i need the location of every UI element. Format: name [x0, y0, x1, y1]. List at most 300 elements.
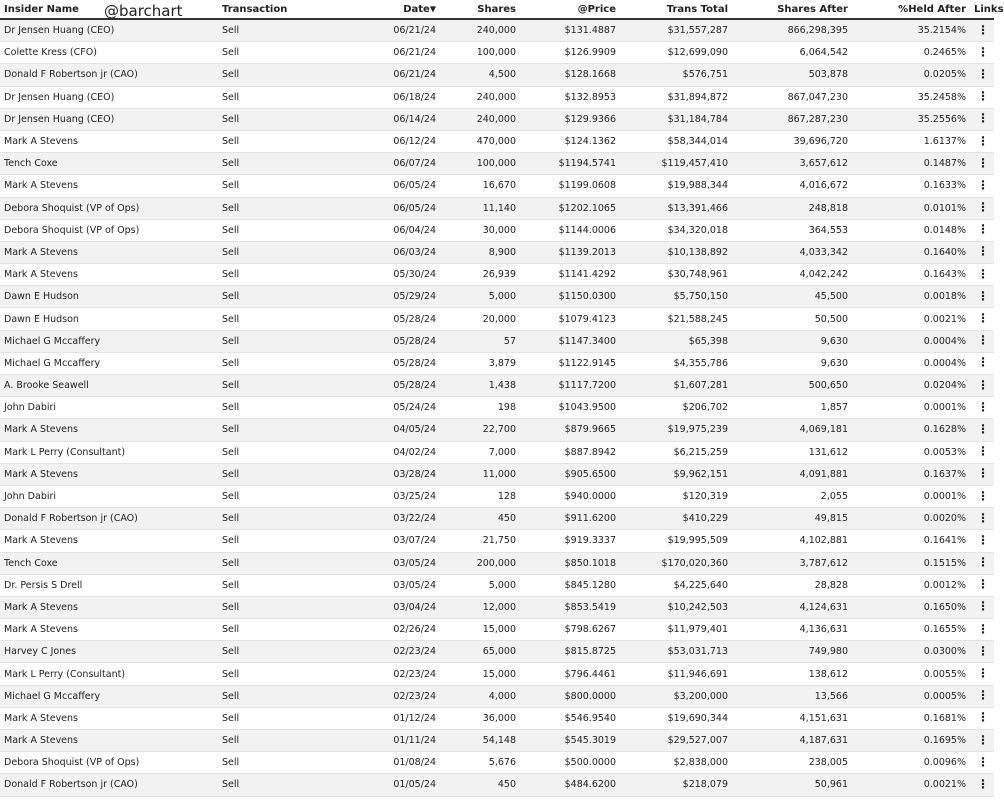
- cell-insider-name: Michael G Mccaffery: [0, 685, 218, 707]
- cell-trans-total: $53,031,713: [620, 641, 732, 663]
- barchart-watermark: @barchart: [104, 2, 183, 20]
- cell-shares-after: 867,047,230: [732, 86, 852, 108]
- cell-shares: 36,000: [440, 707, 520, 729]
- cell-insider-name: Mark A Stevens: [0, 619, 218, 641]
- cell-date: 03/07/24: [328, 530, 440, 552]
- table-row: [0, 663, 994, 685]
- cell-links: [970, 752, 994, 774]
- cell-held-after: 0.0021%: [852, 774, 970, 796]
- table-row: [0, 108, 994, 130]
- cell-price: $798.6267: [520, 619, 620, 641]
- col-header-held-after[interactable]: %Held After: [852, 0, 970, 19]
- cell-insider-name: Mark A Stevens: [0, 419, 218, 441]
- cell-transaction: Sell: [218, 397, 328, 419]
- cell-date: 02/23/24: [328, 641, 440, 663]
- cell-trans-total: $5,750,150: [620, 286, 732, 308]
- cell-date: 02/26/24: [328, 619, 440, 641]
- cell-price: $1147.3400: [520, 330, 620, 352]
- cell-price: $919.3337: [520, 530, 620, 552]
- cell-shares-after: 2,055: [732, 485, 852, 507]
- cell-date: 06/05/24: [328, 197, 440, 219]
- cell-links: [970, 463, 994, 485]
- cell-shares: 4,500: [440, 64, 520, 86]
- vertical-dots-menu-icon[interactable]: ⋮: [977, 266, 989, 281]
- cell-links: [970, 663, 994, 685]
- cell-transaction: Sell: [218, 108, 328, 130]
- cell-date: 05/28/24: [328, 308, 440, 330]
- cell-transaction: Sell: [218, 330, 328, 352]
- cell-date: 01/08/24: [328, 752, 440, 774]
- cell-shares-after: 1,857: [732, 397, 852, 419]
- cell-transaction: Sell: [218, 153, 328, 175]
- vertical-dots-menu-icon[interactable]: ⋮: [977, 532, 989, 547]
- cell-trans-total: $12,699,090: [620, 42, 732, 64]
- cell-insider-name: Mark A Stevens: [0, 241, 218, 263]
- cell-links: [970, 730, 994, 752]
- cell-trans-total: $170,020,360: [620, 552, 732, 574]
- cell-transaction: Sell: [218, 175, 328, 197]
- cell-insider-name: Dr Jensen Huang (CEO): [0, 86, 218, 108]
- cell-shares-after: 39,696,720: [732, 130, 852, 152]
- cell-date: 03/05/24: [328, 552, 440, 574]
- cell-transaction: Sell: [218, 641, 328, 663]
- cell-shares-after: 4,124,631: [732, 596, 852, 618]
- vertical-dots-menu-icon[interactable]: ⋮: [977, 133, 989, 148]
- cell-held-after: 0.0005%: [852, 685, 970, 707]
- cell-shares: 240,000: [440, 86, 520, 108]
- cell-price: $887.8942: [520, 441, 620, 463]
- vertical-dots-menu-icon[interactable]: ⋮: [977, 333, 989, 348]
- cell-date: 03/28/24: [328, 463, 440, 485]
- cell-insider-name: Mark A Stevens: [0, 530, 218, 552]
- cell-held-after: 0.0020%: [852, 508, 970, 530]
- cell-date: 05/30/24: [328, 264, 440, 286]
- cell-price: $124.1362: [520, 130, 620, 152]
- cell-shares: 5,000: [440, 286, 520, 308]
- cell-held-after: 0.1695%: [852, 730, 970, 752]
- table-row: [0, 241, 994, 263]
- cell-price: $905.6500: [520, 463, 620, 485]
- vertical-dots-menu-icon[interactable]: ⋮: [977, 111, 989, 126]
- col-header-insider-name[interactable]: Insider Name: [0, 0, 218, 19]
- cell-shares: 450: [440, 774, 520, 796]
- cell-trans-total: $19,995,509: [620, 530, 732, 552]
- cell-shares: 100,000: [440, 153, 520, 175]
- cell-trans-total: $410,229: [620, 508, 732, 530]
- cell-transaction: Sell: [218, 219, 328, 241]
- table-row: [0, 752, 994, 774]
- col-header-shares[interactable]: Shares: [440, 0, 520, 19]
- vertical-dots-menu-icon[interactable]: ⋮: [977, 643, 989, 658]
- cell-date: 06/21/24: [328, 64, 440, 86]
- cell-insider-name: Michael G Mccaffery: [0, 352, 218, 374]
- cell-price: $850.1018: [520, 552, 620, 574]
- cell-links: [970, 264, 994, 286]
- cell-trans-total: $19,988,344: [620, 175, 732, 197]
- cell-insider-name: Colette Kress (CFO): [0, 42, 218, 64]
- table-row: [0, 441, 994, 463]
- cell-links: [970, 707, 994, 729]
- vertical-dots-menu-icon[interactable]: ⋮: [977, 288, 989, 303]
- cell-links: [970, 19, 994, 42]
- vertical-dots-menu-icon[interactable]: ⋮: [977, 577, 989, 592]
- cell-date: 04/05/24: [328, 419, 440, 441]
- vertical-dots-menu-icon[interactable]: ⋮: [977, 44, 989, 59]
- cell-shares-after: 4,151,631: [732, 707, 852, 729]
- cell-held-after: 0.0001%: [852, 397, 970, 419]
- cell-transaction: Sell: [218, 574, 328, 596]
- table-row: [0, 197, 994, 219]
- cell-shares-after: 866,298,395: [732, 19, 852, 42]
- table-row: [0, 86, 994, 108]
- table-row: [0, 574, 994, 596]
- cell-shares: 450: [440, 508, 520, 530]
- cell-shares: 11,140: [440, 197, 520, 219]
- cell-insider-name: Donald F Robertson jr (CAO): [0, 508, 218, 530]
- cell-price: $1194.5741: [520, 153, 620, 175]
- vertical-dots-menu-icon[interactable]: ⋮: [977, 555, 989, 570]
- vertical-dots-menu-icon[interactable]: ⋮: [977, 688, 989, 703]
- cell-insider-name: Debora Shoquist (VP of Ops): [0, 752, 218, 774]
- vertical-dots-menu-icon[interactable]: ⋮: [977, 732, 989, 747]
- cell-shares-after: 9,630: [732, 330, 852, 352]
- cell-shares-after: 6,064,542: [732, 42, 852, 64]
- cell-price: $1202.1065: [520, 197, 620, 219]
- cell-insider-name: Mark L Perry (Consultant): [0, 441, 218, 463]
- cell-shares: 4,000: [440, 685, 520, 707]
- cell-transaction: Sell: [218, 485, 328, 507]
- cell-held-after: 0.1628%: [852, 419, 970, 441]
- cell-transaction: Sell: [218, 64, 328, 86]
- cell-links: [970, 419, 994, 441]
- cell-links: [970, 508, 994, 530]
- table-row: [0, 485, 994, 507]
- cell-trans-total: $31,184,784: [620, 108, 732, 130]
- cell-price: $1144.0006: [520, 219, 620, 241]
- cell-held-after: 0.1650%: [852, 596, 970, 618]
- cell-price: $1117.7200: [520, 375, 620, 397]
- cell-shares: 15,000: [440, 663, 520, 685]
- table-row: [0, 641, 994, 663]
- sort-desc-icon: ▼: [429, 4, 436, 13]
- vertical-dots-menu-icon[interactable]: ⋮: [977, 222, 989, 237]
- cell-shares-after: 503,878: [732, 64, 852, 86]
- cell-insider-name: Mark A Stevens: [0, 175, 218, 197]
- cell-shares: 1,438: [440, 375, 520, 397]
- vertical-dots-menu-icon[interactable]: ⋮: [977, 510, 989, 525]
- cell-insider-name: Debora Shoquist (VP of Ops): [0, 197, 218, 219]
- cell-held-after: 0.1637%: [852, 463, 970, 485]
- col-header-date[interactable]: Date▼: [328, 0, 440, 19]
- table-row: [0, 42, 994, 64]
- cell-date: 05/28/24: [328, 352, 440, 374]
- vertical-dots-menu-icon[interactable]: ⋮: [977, 177, 989, 192]
- cell-price: $1199.0608: [520, 175, 620, 197]
- cell-transaction: Sell: [218, 552, 328, 574]
- cell-links: [970, 530, 994, 552]
- cell-transaction: Sell: [218, 530, 328, 552]
- cell-date: 01/11/24: [328, 730, 440, 752]
- cell-price: $126.9909: [520, 42, 620, 64]
- cell-shares-after: 248,818: [732, 197, 852, 219]
- cell-insider-name: Tench Coxe: [0, 153, 218, 175]
- cell-transaction: Sell: [218, 308, 328, 330]
- cell-price: $129.9366: [520, 108, 620, 130]
- cell-date: 02/23/24: [328, 685, 440, 707]
- cell-transaction: Sell: [218, 774, 328, 796]
- col-header-shares-after[interactable]: Shares After: [732, 0, 852, 19]
- table-row: [0, 596, 994, 618]
- cell-held-after: 0.0096%: [852, 752, 970, 774]
- cell-shares-after: 138,612: [732, 663, 852, 685]
- cell-shares: 8,900: [440, 241, 520, 263]
- cell-shares: 470,000: [440, 130, 520, 152]
- cell-shares-after: 749,980: [732, 641, 852, 663]
- cell-trans-total: $9,962,151: [620, 463, 732, 485]
- vertical-dots-menu-icon[interactable]: ⋮: [977, 377, 989, 392]
- cell-transaction: Sell: [218, 197, 328, 219]
- cell-held-after: 0.0004%: [852, 352, 970, 374]
- cell-insider-name: Mark A Stevens: [0, 463, 218, 485]
- cell-date: 06/04/24: [328, 219, 440, 241]
- cell-held-after: 0.0001%: [852, 485, 970, 507]
- cell-price: $940.0000: [520, 485, 620, 507]
- cell-transaction: Sell: [218, 685, 328, 707]
- cell-shares-after: 28,828: [732, 574, 852, 596]
- cell-transaction: Sell: [218, 130, 328, 152]
- cell-trans-total: $58,344,014: [620, 130, 732, 152]
- cell-shares-after: 49,815: [732, 508, 852, 530]
- vertical-dots-menu-icon[interactable]: ⋮: [977, 488, 989, 503]
- cell-price: $800.0000: [520, 685, 620, 707]
- vertical-dots-menu-icon[interactable]: ⋮: [977, 666, 989, 681]
- cell-links: [970, 352, 994, 374]
- cell-held-after: 0.0055%: [852, 663, 970, 685]
- cell-shares-after: 238,005: [732, 752, 852, 774]
- col-header-price[interactable]: @Price: [520, 0, 620, 19]
- cell-shares-after: 3,657,612: [732, 153, 852, 175]
- table-row: [0, 774, 994, 796]
- cell-held-after: 0.0101%: [852, 197, 970, 219]
- cell-links: [970, 197, 994, 219]
- table-row: [0, 264, 994, 286]
- cell-price: $796.4461: [520, 663, 620, 685]
- cell-price: $853.5419: [520, 596, 620, 618]
- cell-transaction: Sell: [218, 419, 328, 441]
- vertical-dots-menu-icon[interactable]: ⋮: [977, 244, 989, 259]
- cell-date: 01/05/24: [328, 774, 440, 796]
- table-row: [0, 175, 994, 197]
- vertical-dots-menu-icon[interactable]: ⋮: [977, 355, 989, 370]
- cell-trans-total: $19,975,239: [620, 419, 732, 441]
- cell-shares-after: 364,553: [732, 219, 852, 241]
- vertical-dots-menu-icon[interactable]: ⋮: [977, 776, 989, 791]
- cell-date: 05/28/24: [328, 330, 440, 352]
- cell-links: [970, 64, 994, 86]
- cell-trans-total: $218,079: [620, 774, 732, 796]
- cell-insider-name: Dr. Persis S Drell: [0, 574, 218, 596]
- cell-date: 01/12/24: [328, 707, 440, 729]
- cell-shares: 7,000: [440, 441, 520, 463]
- cell-held-after: 0.1515%: [852, 552, 970, 574]
- vertical-dots-menu-icon[interactable]: ⋮: [977, 155, 989, 170]
- cell-price: $1122.9145: [520, 352, 620, 374]
- vertical-dots-menu-icon[interactable]: ⋮: [977, 599, 989, 614]
- cell-price: $1139.2013: [520, 241, 620, 263]
- cell-held-after: 0.1643%: [852, 264, 970, 286]
- cell-date: 06/14/24: [328, 108, 440, 130]
- cell-shares: 57: [440, 330, 520, 352]
- cell-links: [970, 552, 994, 574]
- cell-shares-after: 500,650: [732, 375, 852, 397]
- vertical-dots-menu-icon[interactable]: ⋮: [977, 621, 989, 636]
- cell-held-after: 35.2556%: [852, 108, 970, 130]
- vertical-dots-menu-icon[interactable]: ⋮: [977, 200, 989, 215]
- table-row: [0, 419, 994, 441]
- cell-transaction: Sell: [218, 752, 328, 774]
- table-row: [0, 463, 994, 485]
- cell-trans-total: $4,355,786: [620, 352, 732, 374]
- cell-date: 06/12/24: [328, 130, 440, 152]
- cell-insider-name: Dr Jensen Huang (CEO): [0, 19, 218, 42]
- cell-date: 06/21/24: [328, 42, 440, 64]
- cell-date: 03/05/24: [328, 574, 440, 596]
- cell-insider-name: A. Brooke Seawell: [0, 375, 218, 397]
- cell-held-after: 0.0053%: [852, 441, 970, 463]
- table-row: [0, 619, 994, 641]
- cell-held-after: 0.1641%: [852, 530, 970, 552]
- cell-shares: 5,676: [440, 752, 520, 774]
- cell-shares: 21,750: [440, 530, 520, 552]
- cell-links: [970, 574, 994, 596]
- cell-shares: 30,000: [440, 219, 520, 241]
- cell-price: $911.6200: [520, 508, 620, 530]
- table-row: [0, 707, 994, 729]
- cell-insider-name: Dr Jensen Huang (CEO): [0, 108, 218, 130]
- col-header-links: Links: [970, 0, 994, 19]
- cell-shares: 240,000: [440, 108, 520, 130]
- cell-date: 05/28/24: [328, 375, 440, 397]
- cell-date: 03/04/24: [328, 596, 440, 618]
- cell-insider-name: Mark A Stevens: [0, 264, 218, 286]
- cell-transaction: Sell: [218, 19, 328, 42]
- cell-trans-total: $4,225,640: [620, 574, 732, 596]
- vertical-dots-menu-icon[interactable]: ⋮: [977, 89, 989, 104]
- cell-shares: 240,000: [440, 19, 520, 42]
- cell-price: $132.8953: [520, 86, 620, 108]
- cell-trans-total: $31,894,872: [620, 86, 732, 108]
- cell-held-after: 0.0204%: [852, 375, 970, 397]
- vertical-dots-menu-icon[interactable]: ⋮: [977, 466, 989, 481]
- vertical-dots-menu-icon[interactable]: ⋮: [977, 311, 989, 326]
- cell-transaction: Sell: [218, 375, 328, 397]
- cell-date: 06/21/24: [328, 19, 440, 42]
- cell-insider-name: Debora Shoquist (VP of Ops): [0, 219, 218, 241]
- cell-insider-name: Mark A Stevens: [0, 130, 218, 152]
- cell-links: [970, 153, 994, 175]
- cell-links: [970, 641, 994, 663]
- cell-price: $546.9540: [520, 707, 620, 729]
- cell-date: 06/05/24: [328, 175, 440, 197]
- cell-date: 06/07/24: [328, 153, 440, 175]
- cell-trans-total: $6,215,259: [620, 441, 732, 463]
- cell-price: $845.1280: [520, 574, 620, 596]
- cell-trans-total: $34,320,018: [620, 219, 732, 241]
- table-row: [0, 286, 994, 308]
- cell-held-after: 35.2458%: [852, 86, 970, 108]
- cell-links: [970, 86, 994, 108]
- cell-links: [970, 108, 994, 130]
- col-header-transaction[interactable]: Transaction: [218, 0, 328, 19]
- cell-trans-total: $31,557,287: [620, 19, 732, 42]
- table-row: [0, 397, 994, 419]
- cell-trans-total: $2,838,000: [620, 752, 732, 774]
- cell-links: [970, 375, 994, 397]
- cell-insider-name: Dawn E Hudson: [0, 286, 218, 308]
- cell-insider-name: Michael G Mccaffery: [0, 330, 218, 352]
- cell-held-after: 0.2465%: [852, 42, 970, 64]
- cell-insider-name: Harvey C Jones: [0, 641, 218, 663]
- cell-price: $1043.9500: [520, 397, 620, 419]
- vertical-dots-menu-icon[interactable]: ⋮: [977, 66, 989, 81]
- cell-trans-total: $120,319: [620, 485, 732, 507]
- cell-held-after: 0.1640%: [852, 241, 970, 263]
- vertical-dots-menu-icon[interactable]: ⋮: [977, 444, 989, 459]
- vertical-dots-menu-icon[interactable]: ⋮: [977, 421, 989, 436]
- cell-shares-after: 131,612: [732, 441, 852, 463]
- cell-price: $128.1668: [520, 64, 620, 86]
- cell-shares-after: 4,033,342: [732, 241, 852, 263]
- cell-held-after: 0.0004%: [852, 330, 970, 352]
- cell-held-after: 0.0012%: [852, 574, 970, 596]
- cell-date: 02/23/24: [328, 663, 440, 685]
- cell-trans-total: $119,457,410: [620, 153, 732, 175]
- cell-held-after: 0.0205%: [852, 64, 970, 86]
- cell-shares: 11,000: [440, 463, 520, 485]
- cell-transaction: Sell: [218, 352, 328, 374]
- cell-shares: 16,670: [440, 175, 520, 197]
- table-row: [0, 375, 994, 397]
- cell-price: $131.4887: [520, 19, 620, 42]
- cell-trans-total: $13,391,466: [620, 197, 732, 219]
- cell-links: [970, 596, 994, 618]
- table-row: [0, 330, 994, 352]
- cell-links: [970, 130, 994, 152]
- cell-trans-total: $10,138,892: [620, 241, 732, 263]
- cell-links: [970, 286, 994, 308]
- cell-links: [970, 42, 994, 64]
- cell-held-after: 0.1487%: [852, 153, 970, 175]
- cell-insider-name: Mark A Stevens: [0, 707, 218, 729]
- cell-trans-total: $19,690,344: [620, 707, 732, 729]
- vertical-dots-menu-icon[interactable]: ⋮: [977, 754, 989, 769]
- table-row: [0, 19, 994, 42]
- cell-price: $1150.0300: [520, 286, 620, 308]
- table-row: [0, 685, 994, 707]
- col-header-trans-total[interactable]: Trans Total: [620, 0, 732, 19]
- cell-links: [970, 308, 994, 330]
- vertical-dots-menu-icon[interactable]: ⋮: [977, 710, 989, 725]
- cell-links: [970, 175, 994, 197]
- vertical-dots-menu-icon[interactable]: ⋮: [977, 399, 989, 414]
- cell-links: [970, 397, 994, 419]
- cell-trans-total: $30,748,961: [620, 264, 732, 286]
- cell-transaction: Sell: [218, 596, 328, 618]
- cell-trans-total: $3,200,000: [620, 685, 732, 707]
- vertical-dots-menu-icon[interactable]: ⋮: [977, 22, 989, 37]
- cell-transaction: Sell: [218, 42, 328, 64]
- cell-transaction: Sell: [218, 508, 328, 530]
